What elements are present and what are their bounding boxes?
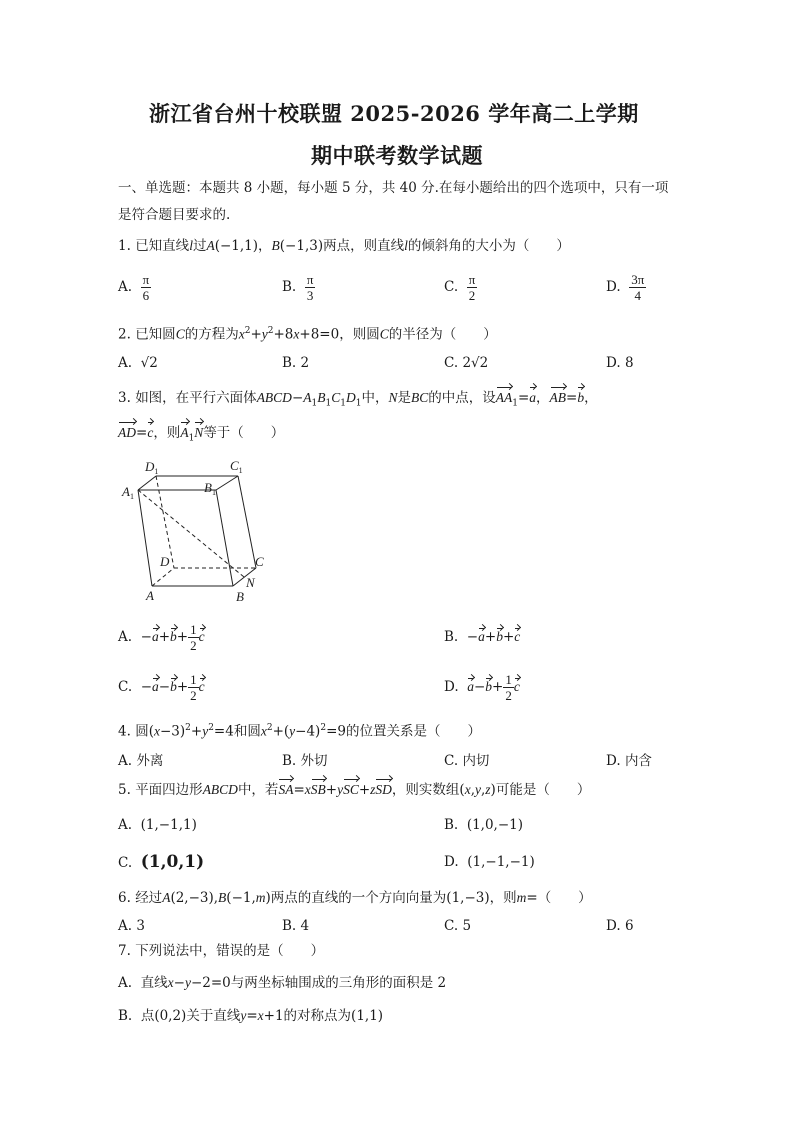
q7-option-b[interactable]: B. 点(0,2)关于直线y=x+1的对称点为(1,1) — [118, 1008, 384, 1024]
q6-option-a[interactable]: A. 3 — [118, 918, 145, 934]
label-B: B — [236, 589, 244, 604]
question-7: 7. 下列说法中，错误的是（ ） — [118, 943, 325, 959]
title-line-1: 浙江省台州十校联盟 2025-2026 学年高二上学期 — [149, 101, 639, 126]
q3-option-d[interactable]: D. a−b+ $\frac{1}{2}$ c — [444, 672, 520, 703]
q3-option-b[interactable]: B. −a+b+c — [444, 629, 521, 645]
question-3-line-1: 3. 如图，在平行六面体$ABCD-A_1B_1C_1D_1$中，N是BC的中点，设$AA_1=a$，AB=b， — [118, 390, 598, 409]
q1-option-d[interactable]: D. $\frac{3\pi}{4}$ — [606, 272, 645, 303]
q4-option-a[interactable]: A. 外离 — [118, 753, 164, 769]
section-1-line-1: 一、单选题：本题共 8 小题，每小题 5 分，共 40 分.在每小题给出的四个选项中，只有一项 — [118, 180, 669, 196]
q4-option-b[interactable]: B. 外切 — [282, 753, 328, 769]
q2-option-c[interactable]: C. 2√2 — [444, 355, 489, 371]
question-3-line-2: AD=c，则$A_1N$等于（ ） — [118, 425, 285, 444]
question-6: 6. 经过A(2,−3),B(−1,m)两点的直线的一个方向向量为(1,−3)，则m=（ ） — [118, 890, 592, 906]
parallelepiped-figure — [118, 456, 278, 606]
title-line-2: 期中联考数学试题 — [311, 143, 483, 168]
question-5: 5. 平面四边形ABCD中，若SA=xSB+ySC+zSD，则实数组(x,y,z)可能是（ ） — [118, 782, 591, 798]
label-D1: $D_1$ — [145, 459, 159, 476]
label-B1: $B_1$ — [204, 480, 216, 497]
q1-option-b[interactable]: B. $\frac{\pi}{3}$ — [282, 272, 314, 303]
label-N: N — [246, 575, 255, 590]
q5-option-c[interactable]: C. (1,0,1) — [118, 852, 205, 872]
label-C1: $C_1$ — [230, 458, 243, 475]
label-A: A — [146, 588, 154, 603]
question-4: 4. 圆$(x-3)^2+y^2=4$和圆$x^2+(y-4)^2=9$的位置关系是（ ） — [118, 723, 481, 740]
q4-option-d[interactable]: D. 内含 — [606, 753, 652, 769]
q2-option-b[interactable]: B. 2 — [282, 355, 310, 371]
section-1-line-2: 是符合题目要求的. — [118, 207, 231, 223]
q7-option-a[interactable]: A. 直线x−y−2=0与两坐标轴围成的三角形的面积是 2 — [118, 975, 447, 991]
label-C: C — [255, 554, 264, 569]
q1-option-a[interactable]: A. $\frac{\pi}{6}$ — [118, 272, 150, 303]
q5-option-d[interactable]: D. (1,−1,−1) — [444, 854, 535, 870]
q2-option-d[interactable]: D. 8 — [606, 355, 634, 371]
q2-option-a[interactable]: A. √2 — [118, 355, 158, 371]
q5-option-b[interactable]: B. (1,0,−1) — [444, 817, 524, 833]
q4-option-c[interactable]: C. 内切 — [444, 753, 490, 769]
question-2: 2. 已知圆C的方程为$x^2+y^2+8x+8=0$，则圆C的半径为（ ） — [118, 326, 497, 343]
q6-option-c[interactable]: C. 5 — [444, 918, 472, 934]
q6-option-b[interactable]: B. 4 — [282, 918, 310, 934]
q3-option-c[interactable]: C. −a−b+ $\frac{1}{2}$ c — [118, 672, 205, 703]
label-A1: $A_1$ — [122, 484, 134, 501]
question-1: 1. 已知直线l过A(−1,1)，B(−1,3)两点，则直线l的倾斜角的大小为（ ） — [118, 238, 570, 254]
label-D: D — [160, 554, 170, 569]
q6-option-d[interactable]: D. 6 — [606, 918, 634, 934]
q3-option-a[interactable]: A. −a+b+ $\frac{1}{2}$ c — [118, 622, 205, 653]
q5-option-a[interactable]: A. (1,−1,1) — [118, 817, 197, 833]
q1-option-c[interactable]: C. $\frac{\pi}{2}$ — [444, 272, 476, 303]
